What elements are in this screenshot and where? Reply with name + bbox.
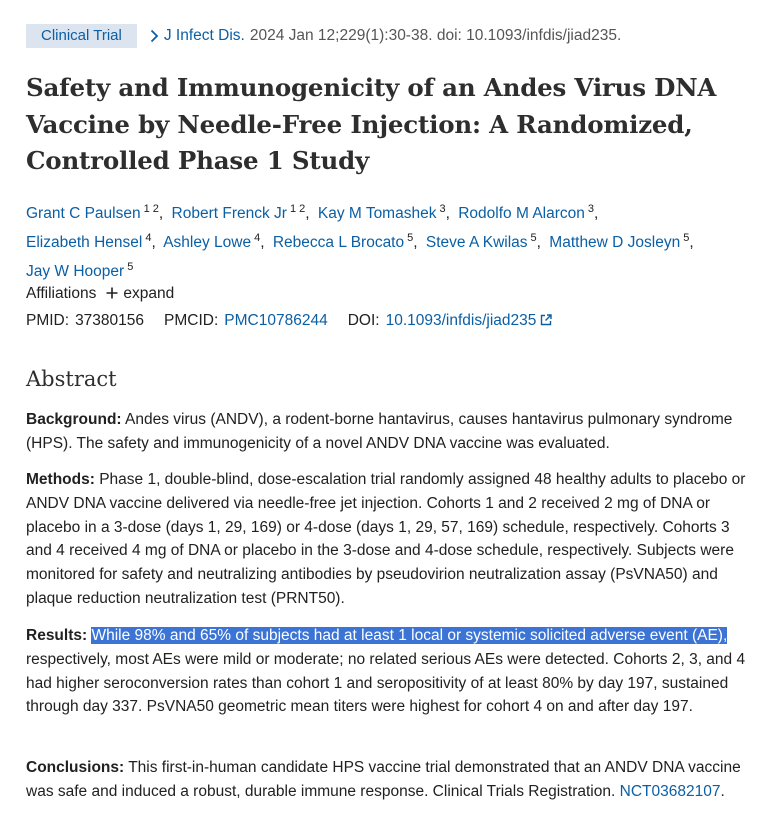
author-item: Steve A Kwilas $^5$, [425,232,541,251]
conclusions-label: Conclusions: [26,759,125,776]
pmcid-link[interactable]: PMC10786244 [224,312,328,329]
author-link[interactable]: Steve A Kwilas [425,234,528,251]
doi-link-wrap[interactable] [386,312,553,331]
author-item: Kay M Tomashek $^3$, [317,203,450,222]
affiliation-ref[interactable]: 5 [407,232,414,244]
author-link[interactable]: Grant C Paulsen [26,205,141,222]
author-item: Matthew D Josleyn $^5$, [549,232,694,251]
pmid-label: PMID: [26,312,70,329]
author-link[interactable]: Robert Frenck Jr [171,205,287,222]
affiliations-row [26,284,174,303]
doi-label: DOI: [347,312,380,329]
citation-details: 2024 Jan 12;229(1):30-38. doi: 10.1093/infdis/jiad235. [249,27,622,44]
author-item [26,263,133,280]
methods-text: Phase 1, double-blind, dose-escalation trial randomly assigned 48 healthy adults to placebo or ANDV DNA vaccine delivered via needle-free jet injection. Cohorts 1 and 2 received 2 mg of DNA or placebo in a 3-dose (days 1, 29, 169) or 4-dose (days 1, 29, 57, 169) schedule, respectively. Cohorts 3 and 4 received 4 mg of DNA or placebo in the 3-dose and 4-dose schedule, respectively. Subjects were monitored for safety and neutralizing antibodies by pseudovirion neutralization assay (PsVNA50) and plaque reduction neutralization test (PRNT50). [26,471,746,607]
publication-type-badge: Clinical Trial [26,24,137,48]
author-item: Grant C Paulsen $^{1 2}$, [26,203,164,222]
background-label: Background: [26,411,122,428]
author-link[interactable]: Matthew D Josleyn [549,234,681,251]
trial-registration-link[interactable]: NCT03682107 [619,782,721,800]
author-item: Ashley Lowe $^4$, [163,232,265,251]
affiliation-ref[interactable]: 3 [587,203,594,215]
expand-affiliations-button[interactable] [106,284,174,303]
selected-text[interactable]: While 98% and 65% of subjects had at least 1 local or systemic solicited adverse event (AE), [91,627,728,644]
external-link-icon [540,313,552,331]
author-link[interactable]: Jay W Hooper [26,263,125,280]
author-link[interactable]: Ashley Lowe [163,234,252,251]
conclusions-text: This first-in-human candidate HPS vaccine trial demonstrated that an ANDV DNA vaccine was safe and induced a robust, durable immune response. Clinical Trials Registration. [26,759,741,800]
author-link[interactable]: Rebecca L Brocato [272,234,405,251]
citation-line [26,24,621,48]
affiliation-ref[interactable]: 3 [439,203,446,215]
author-list [26,197,746,284]
affiliation-ref[interactable]: 5 [127,261,134,273]
background-text: Andes virus (ANDV), a rodent-borne hantavirus, causes hantavirus pulmonary syndrome (HPS). The safety and immunogenicity of a novel ANDV DNA vaccine was evaluated. [26,411,733,452]
affiliation-ref[interactable]: 4 [254,232,261,244]
chevron-right-icon[interactable] [150,29,159,43]
expand-label: expand [123,284,175,302]
affiliation-ref[interactable]: 5 [530,232,537,244]
identifiers-row [26,312,552,331]
methods-label: Methods: [26,471,95,488]
plus-icon [106,284,118,303]
affiliation-ref[interactable]: 1 2 [143,203,159,215]
abstract-background [26,408,750,456]
author-link[interactable]: Elizabeth Hensel [26,234,143,251]
author-item: Rebecca L Brocato $^5$, [272,232,418,251]
article-title: Safety and Immunogenicity of an Andes Virus DNA Vaccine by Needle-Free Injection: A Randomized, Controlled Phase 1 Study [26,73,717,175]
author-item: Robert Frenck Jr $^{1 2}$, [171,203,310,222]
author-link[interactable]: Kay M Tomashek [317,205,437,222]
affiliation-ref[interactable]: 4 [145,232,152,244]
abstract-methods [26,468,750,611]
abstract-heading: Abstract [26,367,117,391]
author-item: Elizabeth Hensel $^4$, [26,232,156,251]
results-label: Results: [26,627,88,644]
journal-link[interactable]: J Infect Dis. [163,27,245,44]
abstract-conclusions [26,756,750,804]
affiliation-ref[interactable]: 1 2 [289,203,306,215]
author-item: Rodolfo M Alarcon $^3$, [458,203,599,222]
doi-link[interactable]: 10.1093/infdis/jiad235 [385,312,537,329]
pmid-value: 37380156 [75,312,145,329]
pmcid-label: PMCID: [164,312,219,329]
results-text: respectively, most AEs were mild or moderate; no related serious AEs were detected. Cohorts 2, 3, and 4 had higher seroconversion rates than cohort 1 and seropositivity of at least 80% by day 197, sustained through day 337. PsVNA50 geometric mean titers were highest for cohort 4 on and after day 197. [26,650,746,716]
abstract-results [26,624,750,719]
affiliations-label: Affiliations [26,284,97,302]
period: . [720,782,725,800]
author-link[interactable]: Rodolfo M Alarcon [458,205,585,222]
affiliation-ref[interactable]: 5 [683,232,690,244]
